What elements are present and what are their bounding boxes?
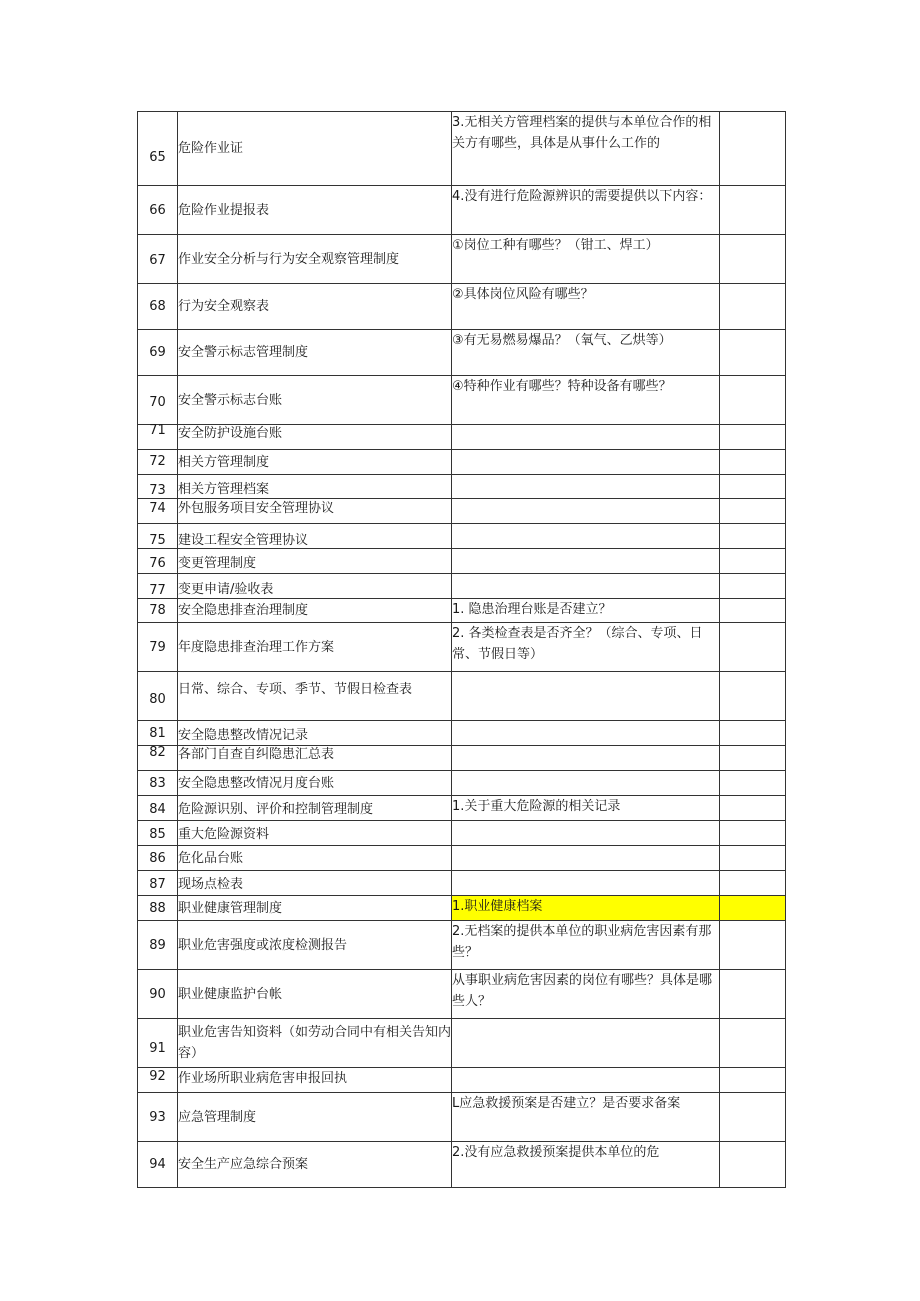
note-cell	[452, 1019, 720, 1068]
document-name: 安全警示标志台账	[178, 392, 283, 408]
document-name: 危化品台账	[178, 850, 244, 866]
table-row	[138, 846, 786, 871]
table-row	[138, 623, 786, 672]
document-name: 危险作业提报表	[178, 202, 270, 218]
document-name: 职业危害强度或浓度检测报告	[178, 937, 348, 953]
document-name-cell	[178, 921, 452, 970]
document-name: 年度隐患排查治理工作方案	[178, 639, 335, 655]
row-number	[138, 746, 178, 771]
row-number	[138, 112, 178, 186]
table-row	[138, 921, 786, 970]
remark-cell	[720, 623, 786, 672]
note-cell	[452, 425, 720, 450]
row-number	[138, 623, 178, 672]
row-number-text: 82	[149, 744, 166, 760]
document-name-cell	[178, 896, 452, 921]
note-cell: L应急救援预案是否建立？是否要求备案	[452, 1093, 720, 1142]
document-name-cell	[178, 1093, 452, 1142]
document-name-cell	[178, 112, 452, 186]
document-name-cell	[178, 796, 452, 821]
note-cell: 1.关于重大危险源的相关记录	[452, 796, 720, 821]
row-number-text: 94	[149, 1157, 166, 1172]
document-name: 安全隐患整改情况月度台账	[178, 775, 335, 791]
document-name: 建设工程安全管理协议	[178, 532, 309, 548]
document-name-cell	[178, 871, 452, 896]
note-cell: ①岗位工种有哪些？（钳工、焊工）	[452, 235, 720, 284]
remark-cell	[720, 1019, 786, 1068]
table-row	[138, 871, 786, 896]
table-row	[138, 821, 786, 846]
row-number	[138, 330, 178, 376]
row-number	[138, 549, 178, 574]
table-row	[138, 896, 786, 921]
row-number-text: 68	[149, 299, 166, 314]
row-number-text: 71	[149, 422, 166, 438]
note-cell	[452, 475, 720, 499]
remark-cell	[720, 896, 786, 921]
document-name: 重大危险源资料	[178, 826, 270, 842]
remark-cell	[720, 796, 786, 821]
row-number-text: 93	[149, 1109, 166, 1125]
note-cell: 2. 各类检查表是否齐全？（综合、专项、日常、节假日等）	[452, 623, 720, 672]
note-cell: ②具体岗位风险有哪些？	[452, 284, 720, 330]
row-number	[138, 672, 178, 721]
note-cell	[452, 549, 720, 574]
document-name-cell	[178, 524, 452, 549]
row-number-text: 86	[149, 850, 166, 866]
row-number	[138, 846, 178, 871]
row-number	[138, 871, 178, 896]
note-cell	[452, 524, 720, 549]
document-name: 行为安全观察表	[178, 299, 270, 314]
row-number-text: 72	[149, 453, 166, 469]
remark-cell	[720, 475, 786, 499]
note-cell: 从事职业病危害因素的岗位有哪些？具体是哪些人？	[452, 970, 720, 1019]
document-name-cell	[178, 721, 452, 746]
note-cell: 3.无相关方管理档案的提供与本单位合作的相关方有哪些，具体是从事什么工作的	[452, 112, 720, 186]
checklist-table	[137, 111, 786, 1188]
remark-cell	[720, 846, 786, 871]
document-name-cell	[178, 425, 452, 450]
document-name-cell	[178, 771, 452, 796]
document-name-cell	[178, 475, 452, 499]
document-name-cell	[178, 450, 452, 475]
document-name: 应急管理制度	[178, 1109, 257, 1125]
note-cell	[452, 450, 720, 475]
row-number	[138, 235, 178, 284]
table-row	[138, 112, 786, 186]
remark-cell	[720, 235, 786, 284]
document-name: 日常、综合、专项、季节、节假日检查表	[178, 681, 413, 697]
table-row	[138, 376, 786, 425]
table-row	[138, 524, 786, 549]
table-row	[138, 499, 786, 524]
remark-cell	[720, 771, 786, 796]
remark-cell	[720, 330, 786, 376]
row-number-text: 89	[149, 937, 166, 953]
remark-cell	[720, 112, 786, 186]
row-number-text: 78	[149, 603, 166, 618]
table-row	[138, 186, 786, 235]
row-number-text: 67	[149, 252, 166, 268]
note-cell	[452, 821, 720, 846]
remark-cell	[720, 1068, 786, 1093]
row-number	[138, 921, 178, 970]
row-number	[138, 499, 178, 524]
row-number	[138, 599, 178, 623]
remark-cell	[720, 186, 786, 235]
document-name: 危险作业证	[178, 141, 244, 156]
note-cell	[452, 1068, 720, 1093]
row-number	[138, 186, 178, 235]
row-number-text: 83	[149, 775, 166, 791]
table-row	[138, 746, 786, 771]
table-row	[138, 1068, 786, 1093]
note-cell	[452, 871, 720, 896]
row-number	[138, 970, 178, 1019]
document-name: 相关方管理档案	[178, 482, 270, 497]
document-name-cell	[178, 746, 452, 771]
remark-cell	[720, 871, 786, 896]
checklist-body	[138, 112, 786, 1188]
table-row	[138, 1019, 786, 1068]
document-name-cell	[178, 499, 452, 524]
document-name-cell	[178, 330, 452, 376]
document-name-cell	[178, 821, 452, 846]
remark-cell	[720, 524, 786, 549]
document-name-cell	[178, 186, 452, 235]
row-number-text: 66	[149, 202, 166, 218]
row-number-text: 81	[149, 725, 166, 741]
document-name: 职业健康监护台帐	[178, 986, 283, 1002]
row-number	[138, 1093, 178, 1142]
table-row	[138, 796, 786, 821]
remark-cell	[720, 425, 786, 450]
document-name: 职业健康管理制度	[178, 900, 283, 916]
remark-cell	[720, 1142, 786, 1188]
row-number	[138, 524, 178, 549]
note-cell	[452, 499, 720, 524]
row-number-text: 80	[149, 691, 166, 707]
note-cell	[452, 771, 720, 796]
row-number	[138, 796, 178, 821]
row-number-text: 77	[149, 582, 166, 598]
row-number	[138, 284, 178, 330]
remark-cell	[720, 549, 786, 574]
row-number	[138, 376, 178, 425]
document-name-cell	[178, 574, 452, 599]
note-cell: 2.无档案的提供本单位的职业病危害因素有那些？	[452, 921, 720, 970]
remark-cell	[720, 746, 786, 771]
note-cell: 1. 隐患治理台账是否建立？	[452, 599, 720, 623]
row-number	[138, 1068, 178, 1093]
table-row	[138, 672, 786, 721]
document-name: 职业危害告知资料（如劳动合同中有相关告知内容）	[178, 1025, 452, 1061]
document-name-cell	[178, 846, 452, 871]
note-cell: 1.职业健康档案	[452, 896, 720, 921]
row-number	[138, 475, 178, 499]
table-row	[138, 970, 786, 1019]
row-number-text: 74	[149, 500, 166, 516]
document-name-cell	[178, 623, 452, 672]
table-row	[138, 1142, 786, 1188]
row-number	[138, 1019, 178, 1068]
table-row	[138, 475, 786, 499]
document-name-cell	[178, 599, 452, 623]
document-name-cell	[178, 1019, 452, 1068]
note-cell: 4.没有进行危险源辨识的需要提供以下内容：	[452, 186, 720, 235]
note-cell	[452, 746, 720, 771]
remark-cell	[720, 450, 786, 475]
row-number-text: 91	[149, 1040, 166, 1056]
table-row	[138, 235, 786, 284]
row-number-text: 65	[149, 150, 166, 165]
row-number-text: 85	[149, 826, 166, 842]
document-name: 安全隐患排查治理制度	[178, 603, 309, 618]
remark-cell	[720, 1093, 786, 1142]
document-name-cell	[178, 1142, 452, 1188]
note-cell	[452, 672, 720, 721]
remark-cell	[720, 970, 786, 1019]
document-name: 安全隐患整改情况记录	[178, 727, 309, 743]
remark-cell	[720, 672, 786, 721]
table-row	[138, 1093, 786, 1142]
document-name-cell	[178, 235, 452, 284]
document-name-cell	[178, 970, 452, 1019]
remark-cell	[720, 921, 786, 970]
row-number-text: 92	[149, 1068, 166, 1084]
table-row	[138, 771, 786, 796]
row-number-text: 76	[149, 555, 166, 571]
document-name: 相关方管理制度	[178, 454, 270, 470]
row-number-text: 88	[149, 900, 166, 916]
row-number-text: 75	[149, 532, 166, 548]
document-name-cell	[178, 672, 452, 721]
row-number	[138, 574, 178, 599]
remark-cell	[720, 721, 786, 746]
row-number-text: 90	[149, 986, 166, 1002]
table-row	[138, 574, 786, 599]
document-name: 危险源识别、评价和控制管理制度	[178, 801, 374, 817]
row-number	[138, 422, 178, 450]
document-name-cell	[178, 376, 452, 425]
remark-cell	[720, 284, 786, 330]
note-cell: ③有无易燃易爆品？（氧气、乙烘等）	[452, 330, 720, 376]
remark-cell	[720, 574, 786, 599]
row-number	[138, 771, 178, 796]
row-number-text: 69	[149, 345, 166, 360]
document-name-cell	[178, 284, 452, 330]
document-name: 变更申请/验收表	[178, 581, 274, 597]
note-cell: 2.没有应急救援预案提供本单位的危	[452, 1142, 720, 1188]
row-number	[138, 821, 178, 846]
row-number	[138, 896, 178, 921]
document-name: 安全生产应急综合预案	[178, 1157, 309, 1172]
table-row	[138, 549, 786, 574]
note-cell: ④特种作业有哪些？特种设备有哪些？	[452, 376, 720, 425]
document-name-cell	[178, 549, 452, 574]
row-number-text: 87	[149, 876, 166, 892]
document-name: 作业场所职业病危害申报回执	[178, 1070, 348, 1086]
document-name-cell	[178, 1068, 452, 1093]
remark-cell	[720, 821, 786, 846]
row-number-text: 84	[149, 801, 166, 817]
note-cell	[452, 721, 720, 746]
document-name: 安全警示标志管理制度	[178, 345, 309, 360]
document-name: 安全防护设施台账	[178, 425, 283, 441]
remark-cell	[720, 499, 786, 524]
remark-cell	[720, 599, 786, 623]
row-number-text: 73	[149, 483, 166, 498]
row-number	[138, 450, 178, 475]
row-number-text: 79	[149, 639, 166, 655]
document-name: 变更管理制度	[178, 555, 257, 571]
row-number	[138, 1142, 178, 1188]
table-row	[138, 599, 786, 623]
table-row	[138, 425, 786, 450]
remark-cell	[720, 376, 786, 425]
table-row	[138, 721, 786, 746]
document-name: 作业安全分析与行为安全观察管理制度	[178, 251, 400, 267]
document-name: 各部门自查自纠隐患汇总表	[178, 746, 335, 762]
table-row	[138, 450, 786, 475]
note-cell	[452, 846, 720, 871]
note-cell	[452, 574, 720, 599]
table-row	[138, 330, 786, 376]
document-name: 现场点检表	[178, 876, 244, 892]
table-row	[138, 284, 786, 330]
row-number-text: 70	[149, 394, 166, 410]
document-name: 外包服务项目安全管理协议	[178, 500, 335, 516]
